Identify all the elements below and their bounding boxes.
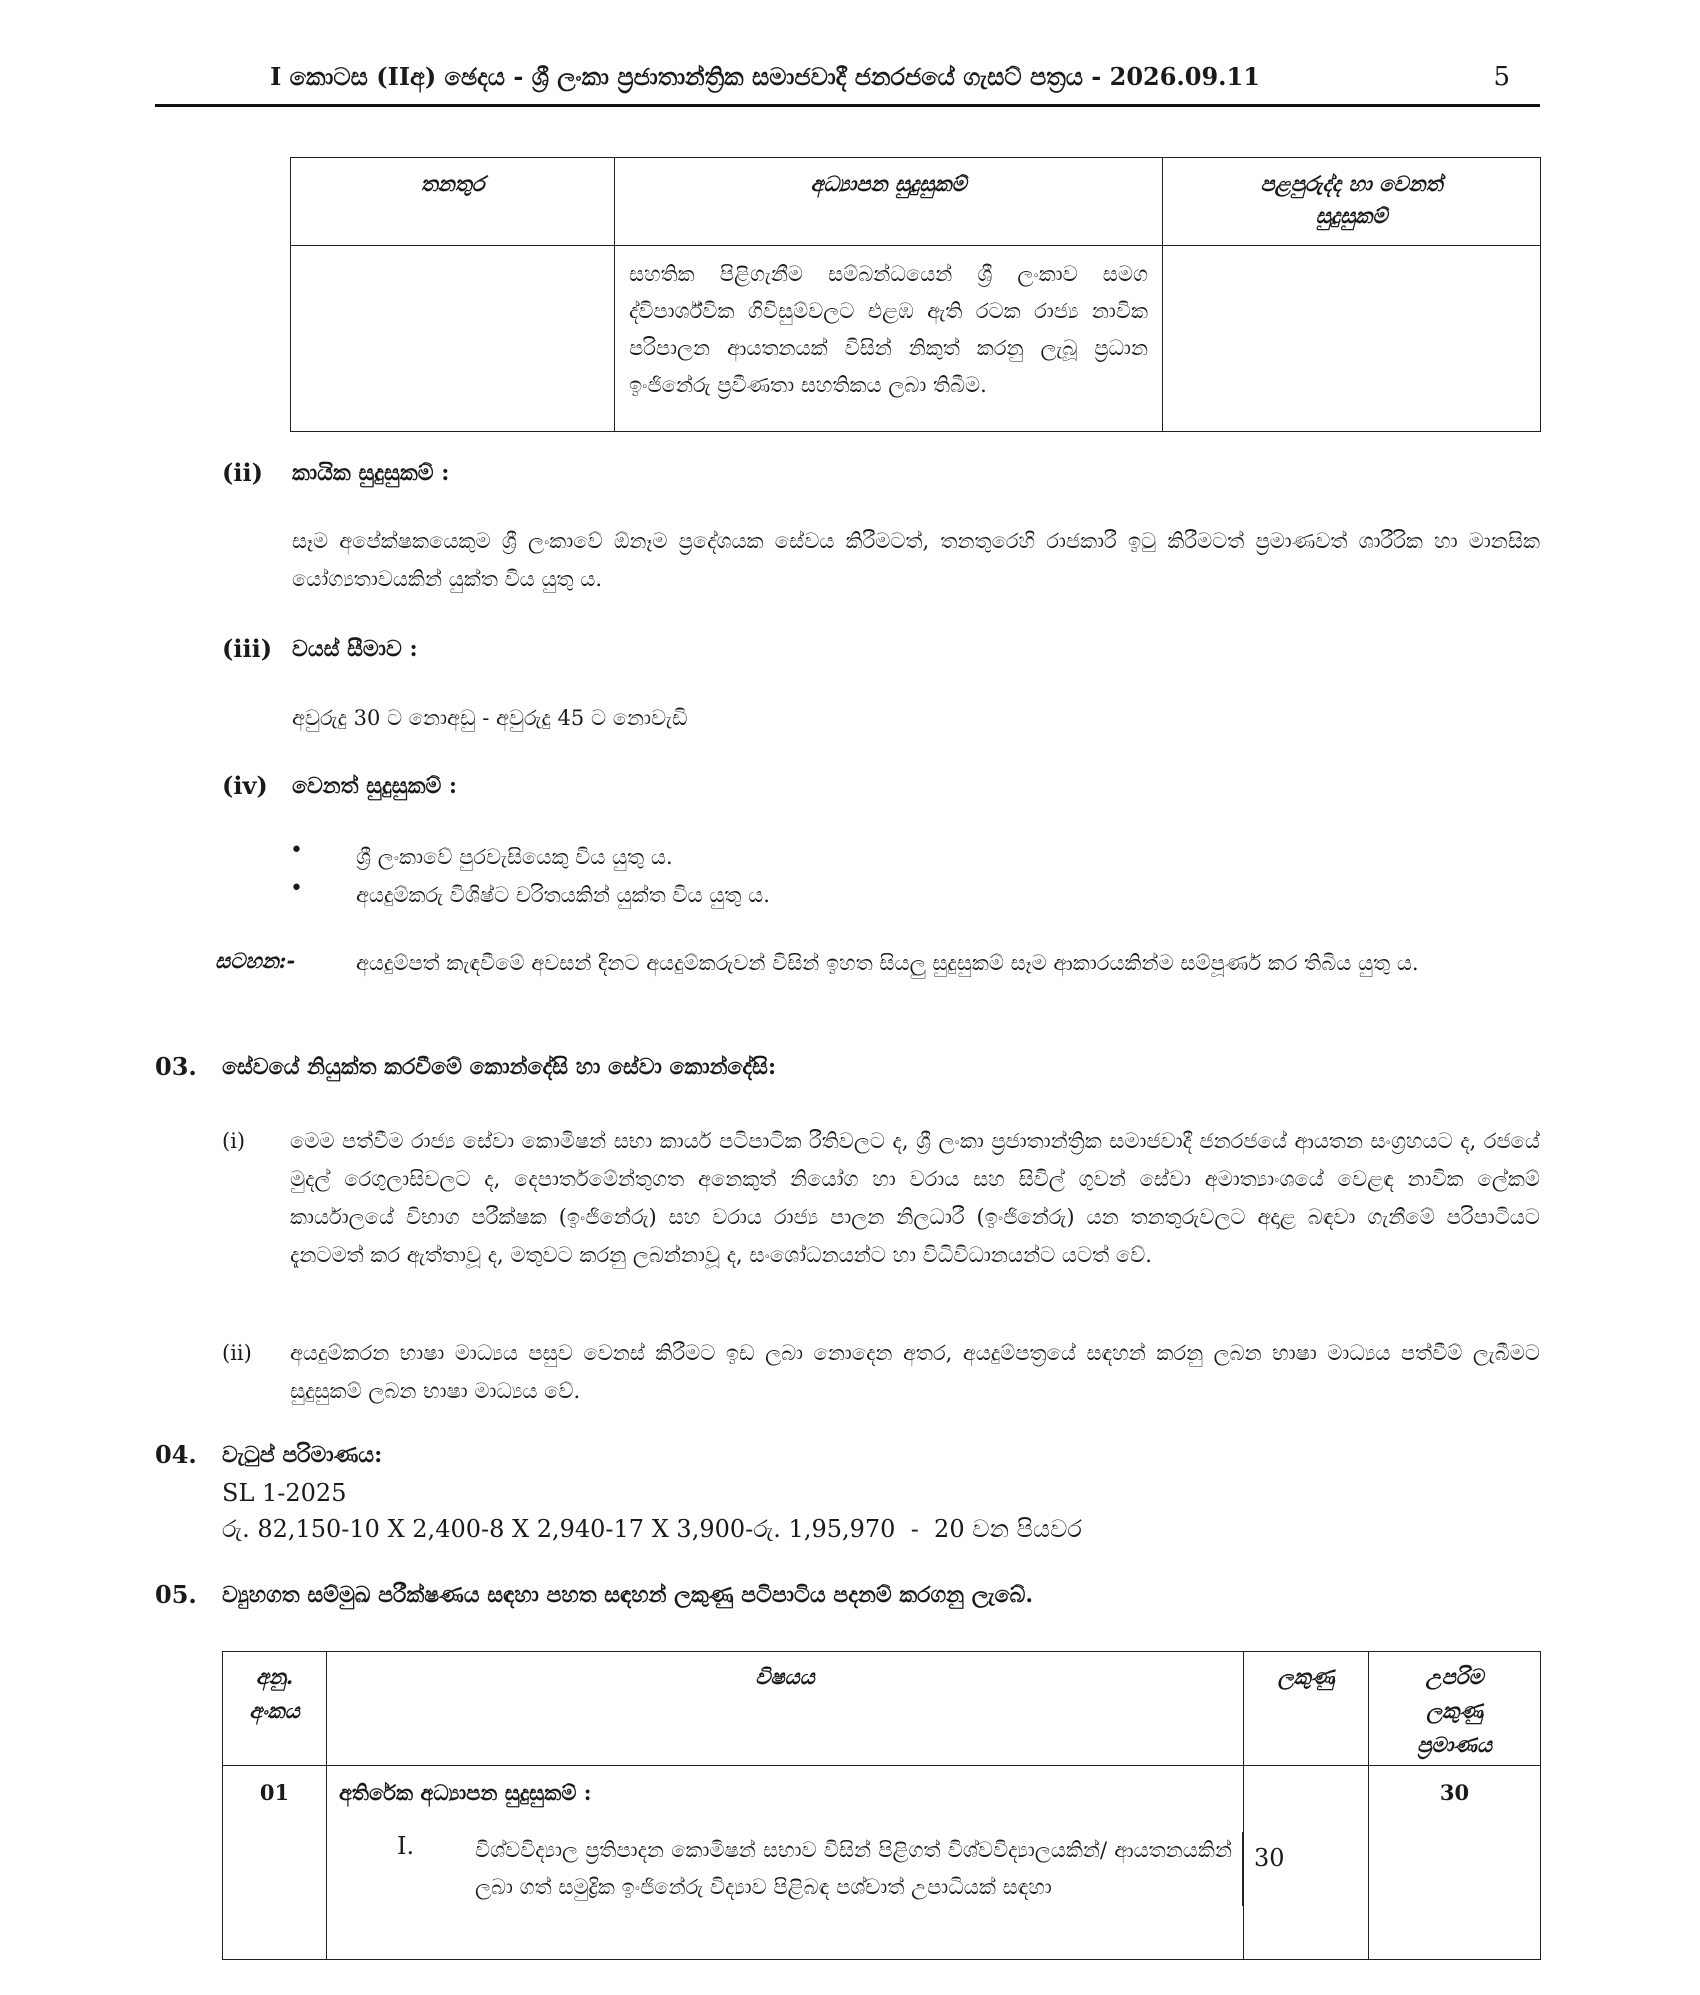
header-education: අධ්‍යාපන සුදුසුකම් <box>615 158 1163 246</box>
age-text: අවුරුදු 30 ට නොඅඩු - අවුරුදු 45 ට නොවැඩි <box>292 706 688 730</box>
table-header-row <box>291 158 1541 246</box>
other-number: (iv) <box>222 771 268 800</box>
section-03-item-2-number: (ii) <box>222 1341 252 1365</box>
header-serial: අනු. අංකය <box>223 1652 327 1766</box>
physical-text: සෑම අපේක්ෂකයෙකුම ශ්‍රී ලංකාවේ ඕනෑම ප්‍රදේශයක සේවය කිරීමටත්, තනතුරෙහි රාජකාරී ඉටු කිරීමටත් ප්‍රමාණවත් ශාරීරික හා මානසික යෝග්‍යතාවයකින් යුක්ත විය යුතු ය. <box>292 529 1540 591</box>
header-experience: පළපුරුද්ද හා වෙනත් සුදුසුකම් <box>1163 158 1541 246</box>
note-text: අයදුම්පත් කැඳවීමේ අවසන් දිනට අයදුම්කරුවන් විසින් ඉහත සියලු සුදුසුකම් සෑම ආකාරයකින්ම සම්පූර්ණ කර තිබිය යුතු ය. <box>356 951 1419 975</box>
physical-number: (ii) <box>222 458 263 487</box>
section-04-number: 04. <box>155 1440 197 1469</box>
section-04-title: වැටුප් පරිමාණය: <box>222 1442 383 1468</box>
marks-value: 30 <box>1254 1844 1285 1872</box>
age-title: වයස් සීමාව : <box>292 636 418 662</box>
other-bullet-2: අයදුම්කරු විශිෂ්ට චරිතයකින් යුක්ත විය යුතු ය. <box>356 883 770 907</box>
gazette-header-title: I කොටස (IIඅ) ඡෙදය - ශ්‍රී ලංකා ප්‍රජාතාන්ත්‍රික සමාජවාදී ජනරජයේ ගැසට් පත්‍රය - 2026.09.11 <box>270 62 1260 91</box>
cell-experience <box>1163 246 1541 432</box>
section-03-number: 03. <box>155 1052 197 1081</box>
subject-title: අතිරේක අධ්‍යාපන සුදුසුකම් : <box>339 1780 592 1805</box>
cell-post <box>291 246 615 432</box>
cell-serial: 01 <box>223 1766 327 1960</box>
header-marks: ලකුණු <box>1244 1652 1369 1766</box>
cell-subject <box>327 1766 1244 1960</box>
subject-item <box>339 1832 1243 1906</box>
table-header-row <box>223 1652 1541 1766</box>
table-row <box>223 1766 1541 1960</box>
age-number: (iii) <box>222 634 273 663</box>
qualifications-table <box>290 157 1541 432</box>
physical-title: කායික සුදුසුකම් : <box>292 460 450 486</box>
header-subject: විෂයය <box>327 1652 1244 1766</box>
page-number: 5 <box>1493 62 1510 92</box>
section-05-number: 05. <box>155 1580 197 1609</box>
section-03-title: සේවයේ නියුක්ත කරවීමේ කොන්දේසි හා සේවා කොන්දේසි: <box>222 1054 777 1080</box>
table-row <box>291 246 1541 432</box>
header-max-marks: උපරිම ලකුණු ප්‍රමාණය <box>1369 1652 1541 1766</box>
other-bullet-1: ශ්‍රී ලංකාවේ පුරවැසියෙකු විය යුතු ය. <box>356 845 673 869</box>
bullet-icon: • <box>290 838 303 863</box>
section-03-item-1-text: මෙම පත්වීම රාජ්‍ය සේවා කොමිෂන් සභා කාර්ය පටිපාටික රීතිවලට ද, ශ්‍රී ලංකා ප්‍රජාතාන්ත්‍රික සමාජවාදී ජනරජයේ ආයතන සංග්‍රහයට ද, රජයේ මුදල් රෙගුලාසිවලට ද, දෙපාර්තමේන්තුගත අනෙකුත් නියෝග හා වරාය සහ සිවිල් ගුවන් සේවා අමාත්‍යාංශයේ වෙළඳ නාවික ලේකම් කාර්යාලයේ විභාග පරීක්ෂක (ඉංජිනේරු) සහ වරාය රාජ්‍ය පාලන නිලධාරී (ඉංජිනේරු) යන තනතුරුවලට අදාළ බඳවා ගැනීමේ පරිපාටියට දැනටමත් කර ඇත්තාවූ ද, මතුවට කරනු ලබන්නාවූ ද, සංශෝධනයන්ට හා විධිවිධානයන්ට යටත් වේ. <box>290 1129 1540 1267</box>
salary-scale: රු. 82,150-10 X 2,400-8 X 2,940-17 X 3,900-රු. 1,95,970 - 20 වන පියවර <box>222 1515 1082 1543</box>
other-title: වෙනත් සුදුසුකම් : <box>292 773 458 799</box>
cell-marks <box>1244 1766 1369 1960</box>
section-03-item-1-number: (i) <box>222 1129 246 1153</box>
cell-education: සහතික පිළිගැනීම සම්බන්ධයෙන් ශ්‍රී ලංකාව සමග ද්විපාර්ශ්වික ගිවිසුම්වලට එළඹ ඇති රටක රාජ්‍ය නාවික පරිපාලන ආයතනයක් විසින් නිකුත් කරනු ලැබූ ප්‍රධාන ඉංජිනේරු ප්‍රවීණතා සහතිකය ලබා තිබීම. <box>615 246 1163 432</box>
bullet-icon: • <box>290 876 303 901</box>
section-03-item-2-text: අයදුම්කරන භාෂා මාධ්‍යය පසුව වෙනස් කිරීමට ඉඩ ලබා නොදෙන අතර, අයදුම්පත්‍රයේ සඳහන් කරනු ලබන භාෂා මාධ්‍යය පත්වීම් ලැබීමට සුදුසුකම් ලබන භාෂා මාධ්‍යය වේ. <box>290 1341 1540 1403</box>
cell-max-marks: 30 <box>1369 1766 1541 1960</box>
note-label: සටහන:- <box>215 948 296 973</box>
section-05-title: ව්‍යුහගත සම්මුඛ පරීක්ෂණය සඳහා පහත සඳහන් ලකුණු පටිපාටිය පදනම් කරගනු ලැබේ. <box>222 1582 1034 1608</box>
marking-scheme-table <box>222 1651 1541 1960</box>
salary-code: SL 1-2025 <box>222 1479 347 1507</box>
header-post: තනතුර <box>291 158 615 246</box>
subject-item-text: විශ්වවිද්‍යාල ප්‍රතිපාදන කොමිෂන් සභාව විසින් පිළිගත් විශ්වවිද්‍යාලයකින්/ ආයතනයකින් ලබා ගත් සමුද්‍රික ඉංජිනේරු විද්‍යාව පිළිබඳ පශ්චාත් උපාධියක් සඳහා <box>475 1832 1243 1906</box>
header-rule <box>155 104 1540 107</box>
subject-item-number: I. <box>397 1832 415 1860</box>
